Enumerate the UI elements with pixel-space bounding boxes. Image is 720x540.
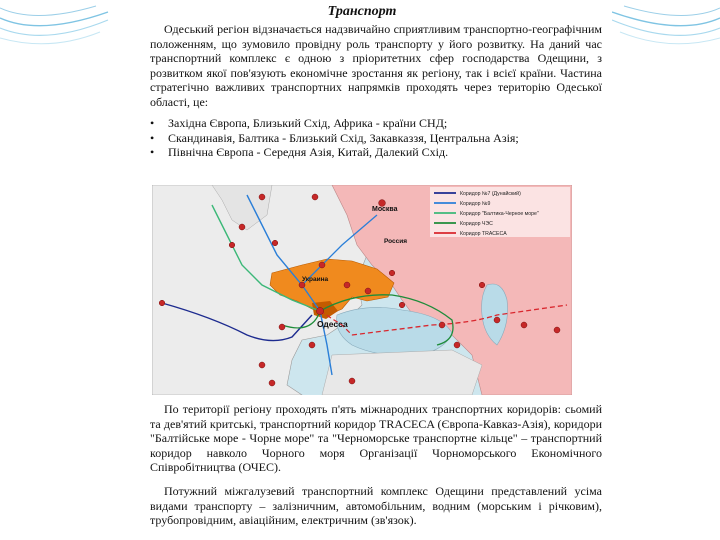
transport-complex-paragraph: Потужний міжгалузевий транспортний комплекс Одещини представлений усіма видами транспорту – залізничним, автомобільним, водним (морським і річковим), трубопровідним, авіаційним, електричним (зв'язок). bbox=[150, 484, 602, 527]
ukraine-label: Украина bbox=[302, 276, 329, 283]
transport-corridors-map bbox=[152, 185, 572, 395]
corridors-paragraph: По території регіону проходять п'ять міжнародних транспортних коридорів: сьомий та дев'ятий критські, транспортний коридор TRACECA (Європа-Кавказ-Азія), коридори "Балтійське море - Чорне море" та "Черноморське транспортне кільце" – транспортний коридор навколо Чорного моря Організації Чорноморського Економічного Співробітництва (ОЧЕС). bbox=[150, 402, 602, 474]
legend-entry: Коридор ЧЭС bbox=[460, 221, 493, 227]
map-figure bbox=[152, 185, 572, 395]
directions-list bbox=[150, 116, 602, 160]
moscow-label: Москва bbox=[372, 206, 398, 213]
russia-label: Россия bbox=[384, 238, 408, 245]
decorative-corner-left bbox=[0, 0, 110, 60]
legend-entry: Коридор TRACECA bbox=[460, 231, 507, 237]
legend-entry: Коридор "Балтика-Черное море" bbox=[460, 211, 539, 217]
map-legend bbox=[430, 187, 570, 237]
legend-entry: Коридор №9 bbox=[460, 201, 491, 207]
legend-entry: Коридор №7 (Дунайский) bbox=[460, 191, 521, 197]
decorative-corner-right bbox=[610, 0, 720, 60]
document-page bbox=[112, 0, 612, 540]
list-item: • Північна Європа - Середня Азія, Китай, Далекий Схід. bbox=[150, 145, 602, 160]
intro-paragraph: Одеський регіон відзначається надзвичайно сприятливим транспортно-географічним положенням, що зумовило провідну роль транспорту у його розвитку. На даний час транспортний комплекс є одною з пріоритетних сфер господарства Одещини, з розвитком якої пов'язують економічне зростання як регіону, так і всієї країни. Частина стратегічно важливих транспортних напрямків проходять через територію Одеської області, це: bbox=[150, 22, 602, 109]
page-title: Транспорт bbox=[327, 4, 397, 19]
list-item: • Скандинавія, Балтика - Близький Схід, Закавказзя, Центральна Азія; bbox=[150, 131, 602, 146]
list-item: • Західна Європа, Близький Схід, Африка - країни СНД; bbox=[150, 116, 602, 131]
odessa-label: Одесса bbox=[317, 319, 348, 329]
